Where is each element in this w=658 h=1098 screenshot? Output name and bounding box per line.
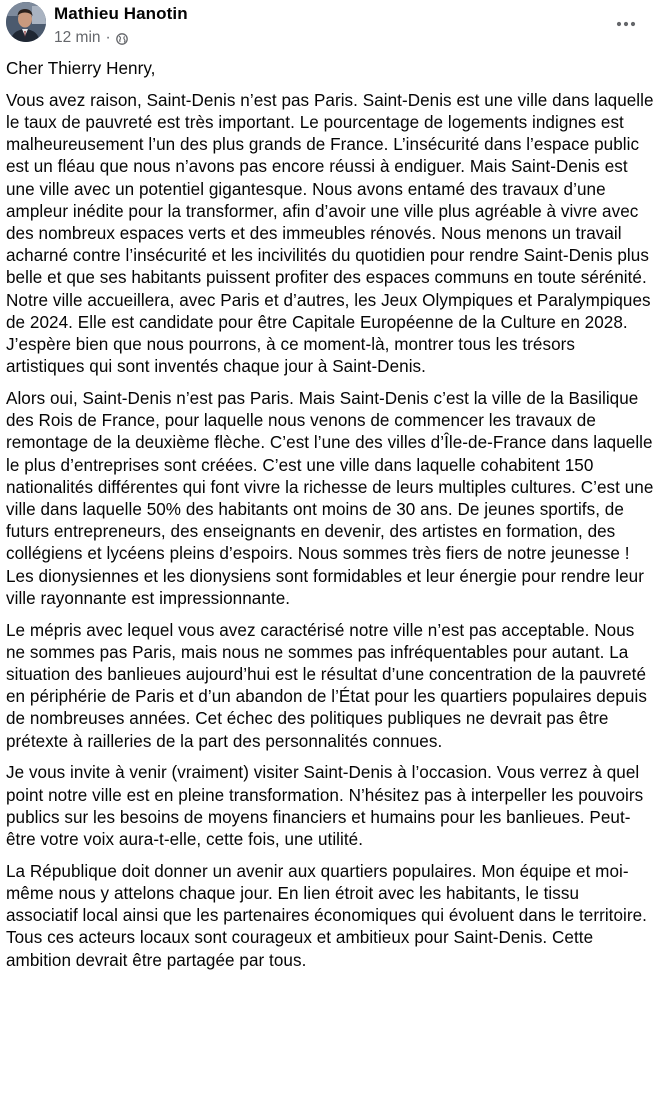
avatar[interactable] [6, 2, 46, 42]
more-options-icon [615, 21, 637, 27]
post-body [6, 58, 654, 981]
meta-separator: · [105, 29, 111, 46]
post-paragraph-1: Vous avez raison, Saint-Denis n’est pas Paris. Saint-Denis est une ville dans laquelle le taux de pauvreté est très important. Le pourcentage de logements indignes est malheureusement l’un des plus grands de France. L’insécurité dans l’espace public est un fléau que nous n’avons pas encore réussi à endiguer. Mais Saint-Denis est une ville avec un potentiel gigantesque. Nous avons entamé des travaux d’une ampleur inédite pour la transformer, afin d’avoir une ville plus agréable à vivre avec des nombreux espaces verts et des immeubles rénovés. Nous menons un travail acharné contre l’insécurité et les incivilités du quotidien pour rendre Saint-Denis plus belle et que ses habitants puissent profiter des espaces communs en toute sérénité. Notre ville accueillera, avec Paris et d’autres, les Jeux Olympiques et Paralympiques de 2024. Elle est candidate pour être Capitale Européenne de la Culture en 2028. J’espère bien que nous pourrons, à ce moment-là, montrer tous les trésors artistiques qui sont inventés chaque jour à Saint-Denis. [6, 90, 654, 377]
post-paragraph-5: La République doit donner un avenir aux quartiers populaires. Mon équipe et moi-même nous y attelons chaque jour. En lien étroit avec les habitants, le tissu associatif local ainsi que les partenaires économiques qui évoluent dans le territoire. Tous ces acteurs locaux sont courageux et ambitieux pour Saint-Denis. Cette ambition devrait être partagée par tous. [6, 861, 647, 970]
post-greeting: Cher Thierry Henry, [6, 59, 156, 78]
post-paragraph-4: Je vous invite à venir (vraiment) visiter Saint-Denis à l’occasion. Vous verrez à quel point notre ville est en pleine transformation. N’hésitez pas à interpeller les pouvoirs publics sur les besoins de moyens financiers et humains pour les banlieues. Peut-être votre voix aura-t-elle, cette fois, une utilité. [6, 763, 644, 850]
more-options-button[interactable] [608, 6, 644, 42]
post-meta [54, 29, 128, 47]
post-paragraph-2: Alors oui, Saint-Denis n’est pas Paris. Mais Saint-Denis c’est la ville de la Basilique des Rois de France, pour laquelle nous venons de commencer les travaux de remontage de la deuxième flèche. C’est l’une des villes d’Île-de-France dans laquelle le plus d’entreprises sont créées. C’est une ville dans laquelle cohabitent 150 nationalités différentes qui font vivre la richesse de leurs multiples cultures. C’est une ville dans laquelle 50% des habitants ont moins de 30 ans. De jeunes sportifs, de futurs entrepreneurs, des enseignants en devenir, des artistes en formation, des collégiens et lycéens pleins d’espoirs. Nous sommes très fiers de notre jeunesse ! Les dionysiennes et les dionysiens sont formidables et leur énergie pour rendre leur ville rayonnante est impressionnante. [6, 389, 654, 608]
post-paragraph-3: Le mépris avec lequel vous avez caractérisé notre ville n’est pas acceptable. Nous ne sommes pas Paris, mais nous ne sommes pas infréquentables pour autant. La situation des banlieues aujourd’hui est le résultat d’une concentration de la pauvreté en périphérie de Paris et d’un abandon de l’État pour les quartiers populaires depuis de nombreuses années. Cet échec des politiques publiques ne devrait pas être prétexte à railleries de la part des personnalités connues. [6, 620, 647, 751]
globe-icon[interactable] [116, 32, 128, 44]
avatar-photo-icon [6, 2, 46, 42]
post-header [0, 0, 658, 52]
author-name[interactable]: Mathieu Hanotin [54, 4, 188, 23]
post-timestamp[interactable]: 12 min [54, 29, 101, 46]
